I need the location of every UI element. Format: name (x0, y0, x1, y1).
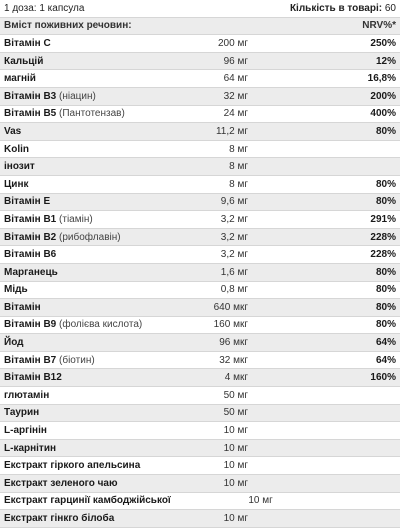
nutrient-name (0, 38, 146, 49)
nutrient-nrv: 291% (370, 213, 396, 225)
nutrient-name (0, 443, 146, 454)
table-row (0, 475, 400, 493)
nutrient-amount: 96 мг (223, 55, 248, 67)
nutrient-name (0, 179, 146, 190)
nutrient-amount: 640 мкг (213, 301, 248, 313)
nutrient-name (0, 495, 171, 506)
nutrient-amount: 10 мг (223, 442, 248, 454)
nutrient-name (0, 232, 146, 243)
nutrient-note: (фолієва кислота) (59, 319, 143, 331)
table-row (0, 246, 400, 264)
nutrient-amount: 24 мг (223, 108, 248, 120)
nutrient-name (0, 390, 146, 401)
nutrient-name-text: L-карнітин (4, 442, 57, 454)
nutrient-name (0, 284, 146, 295)
nutrient-nrv: 80% (375, 178, 396, 190)
table-row (0, 141, 400, 159)
nutrient-name-text: Екстракт гіркого апельсина (4, 460, 141, 472)
dose-value: 1 капсула (39, 2, 85, 14)
nutrient-name (0, 478, 146, 489)
nutrient-name (0, 302, 146, 313)
table-row (0, 176, 400, 194)
nutrient-nrv: 12% (375, 55, 396, 67)
nutrient-nrv: 80% (375, 125, 396, 137)
nutrient-name-text: Вітамін С (4, 37, 51, 49)
nutrient-nrv: 80% (375, 266, 396, 278)
nutrient-amount: 10 мг (223, 477, 248, 489)
nrv-header: NRV%* (362, 20, 396, 32)
dose-row (0, 0, 400, 18)
nutrient-amount: 96 мкг (219, 337, 248, 349)
table-row (0, 387, 400, 405)
nutrient-amount: 9,6 мг (220, 196, 248, 208)
nutrient-name-text: Кальцій (4, 55, 44, 67)
nutrient-nrv: 160% (370, 372, 396, 384)
nutrient-name-text: Вітамін В7 (4, 354, 57, 366)
nutrient-name-text: Вітамін В3 (4, 90, 57, 102)
nutrient-name (0, 56, 146, 67)
nutrient-note: (Пантотензав) (59, 108, 125, 120)
nutrient-name (0, 319, 146, 330)
nutrient-name-text: Vas (4, 125, 22, 137)
nutrient-nrv: 250% (370, 37, 396, 49)
nutrient-name (0, 196, 146, 207)
nutrient-name-text: Таурин (4, 407, 40, 419)
nutrient-note: (ніацин) (59, 90, 96, 102)
nutrient-name (0, 108, 146, 119)
servings-value: 60 (384, 2, 396, 14)
nutrient-name-text: L-аргінін (4, 425, 47, 437)
table-row (0, 493, 400, 511)
nutrient-amount: 50 мг (223, 389, 248, 401)
table-row (0, 194, 400, 212)
table-row (0, 158, 400, 176)
nutrient-name (0, 372, 146, 383)
nutrient-amount: 8 мг (229, 161, 248, 173)
nutrient-nrv: 80% (375, 301, 396, 313)
nutrient-name (0, 126, 146, 137)
nutrient-name-text: Вітамін В6 (4, 249, 57, 261)
nutrient-name (0, 73, 146, 84)
servings-label: Кількість в товарі: (289, 2, 383, 14)
nutrient-name (0, 161, 146, 172)
nutrient-amount: 32 мкг (219, 354, 248, 366)
nutrient-amount: 10 мг (223, 513, 248, 525)
nutrient-name (0, 267, 146, 278)
table-row (0, 70, 400, 88)
nutrient-name (0, 214, 146, 225)
nutrient-name (0, 249, 146, 260)
nutrient-name-text: Kolin (4, 143, 29, 155)
nutrient-nrv: 64% (375, 337, 396, 349)
nutrient-name-text: Марганець (4, 266, 58, 278)
nutrients-header: Вміст поживних речовин: (4, 20, 132, 32)
table-row (0, 334, 400, 352)
nutrient-nrv: 400% (370, 108, 396, 120)
nutrient-name-text: Йод (4, 337, 24, 349)
table-row (0, 282, 400, 300)
nutrient-name-text: Вітамін В5 (4, 108, 57, 120)
nutrient-amount: 50 мг (223, 407, 248, 419)
nutrient-amount: 4 мкг (224, 372, 248, 384)
nutrient-amount: 160 мкг (213, 319, 248, 331)
nutrient-nrv: 200% (370, 90, 396, 102)
nutrient-amount: 10 мг (223, 425, 248, 437)
nutrient-name-text: Мідь (4, 284, 28, 296)
nutrient-name-text: Вітамін В9 (4, 319, 57, 331)
nutrient-note: (тіамін) (59, 213, 93, 225)
table-row (0, 457, 400, 475)
nutrient-name (0, 144, 146, 155)
nutrient-name (0, 425, 146, 436)
nutrient-name-text: Вітамін (4, 301, 41, 313)
nutrient-name (0, 337, 146, 348)
table-row (0, 123, 400, 141)
table-row (0, 106, 400, 124)
table-row (0, 440, 400, 458)
nutrient-nrv: 80% (375, 196, 396, 208)
nutrient-name-text: Вітамін В12 (4, 372, 62, 384)
dose-label: 1 доза: (4, 2, 37, 14)
nutrient-name-text: глютамін (4, 389, 50, 401)
nutrient-name-text: магній (4, 73, 36, 85)
nutrient-name-text: Екстракт гарцинії камбоджійської (4, 495, 171, 507)
nutrient-amount: 32 мг (223, 90, 248, 102)
nutrient-name-text: Вітамін Е (4, 196, 51, 208)
nutrient-nrv: 80% (375, 319, 396, 331)
table-row (0, 88, 400, 106)
table-row (0, 510, 400, 528)
nutrient-amount: 64 мг (223, 73, 248, 85)
table-row (0, 229, 400, 247)
nutrient-note: (рибофлавін) (59, 231, 121, 243)
nutrient-nrv: 64% (375, 354, 396, 366)
nutrient-name-text: Екстракт гінкго білоба (4, 513, 115, 525)
nutrient-name (0, 407, 146, 418)
table-row (0, 369, 400, 387)
nutrient-amount: 10 мг (223, 460, 248, 472)
nutrient-rows (0, 35, 400, 528)
nutrient-name-text: інозит (4, 161, 35, 173)
nutrient-amount: 200 мг (218, 37, 248, 49)
nutrient-amount: 10 мг (248, 495, 273, 507)
nutrient-name (0, 460, 146, 471)
nutrient-name-text: Цинк (4, 178, 29, 190)
table-row (0, 264, 400, 282)
nutrient-amount: 11,2 мг (215, 125, 248, 137)
table-header-row (0, 18, 400, 36)
nutrient-name (0, 91, 146, 102)
nutrient-amount: 3,2 мг (220, 231, 248, 243)
nutrient-name (0, 355, 146, 366)
nutrient-nrv: 16,8% (367, 73, 396, 85)
table-row (0, 211, 400, 229)
nutrient-note: (біотин) (59, 354, 95, 366)
servings-info (290, 3, 400, 14)
table-row (0, 405, 400, 423)
nutrient-name-text: Вітамін В1 (4, 213, 57, 225)
table-row (0, 422, 400, 440)
nutrient-name-text: Екстракт зеленого чаю (4, 477, 118, 489)
nutrient-amount: 8 мг (229, 143, 248, 155)
nutrient-name (0, 513, 146, 524)
nutrient-amount: 1,6 мг (220, 266, 248, 278)
table-row (0, 317, 400, 335)
nutrient-amount: 3,2 мг (220, 249, 248, 261)
table-row (0, 53, 400, 71)
table-row (0, 299, 400, 317)
nutrient-nrv: 228% (370, 249, 396, 261)
nutrient-name-text: Вітамін В2 (4, 231, 57, 243)
nutrient-nrv: 80% (375, 284, 396, 296)
nutrient-nrv: 228% (370, 231, 396, 243)
nutrient-amount: 0,8 мг (220, 284, 248, 296)
table-row (0, 352, 400, 370)
nutrient-amount: 3,2 мг (220, 213, 248, 225)
dose-info (0, 3, 290, 14)
nutrient-amount: 8 мг (229, 178, 248, 190)
table-row (0, 35, 400, 53)
